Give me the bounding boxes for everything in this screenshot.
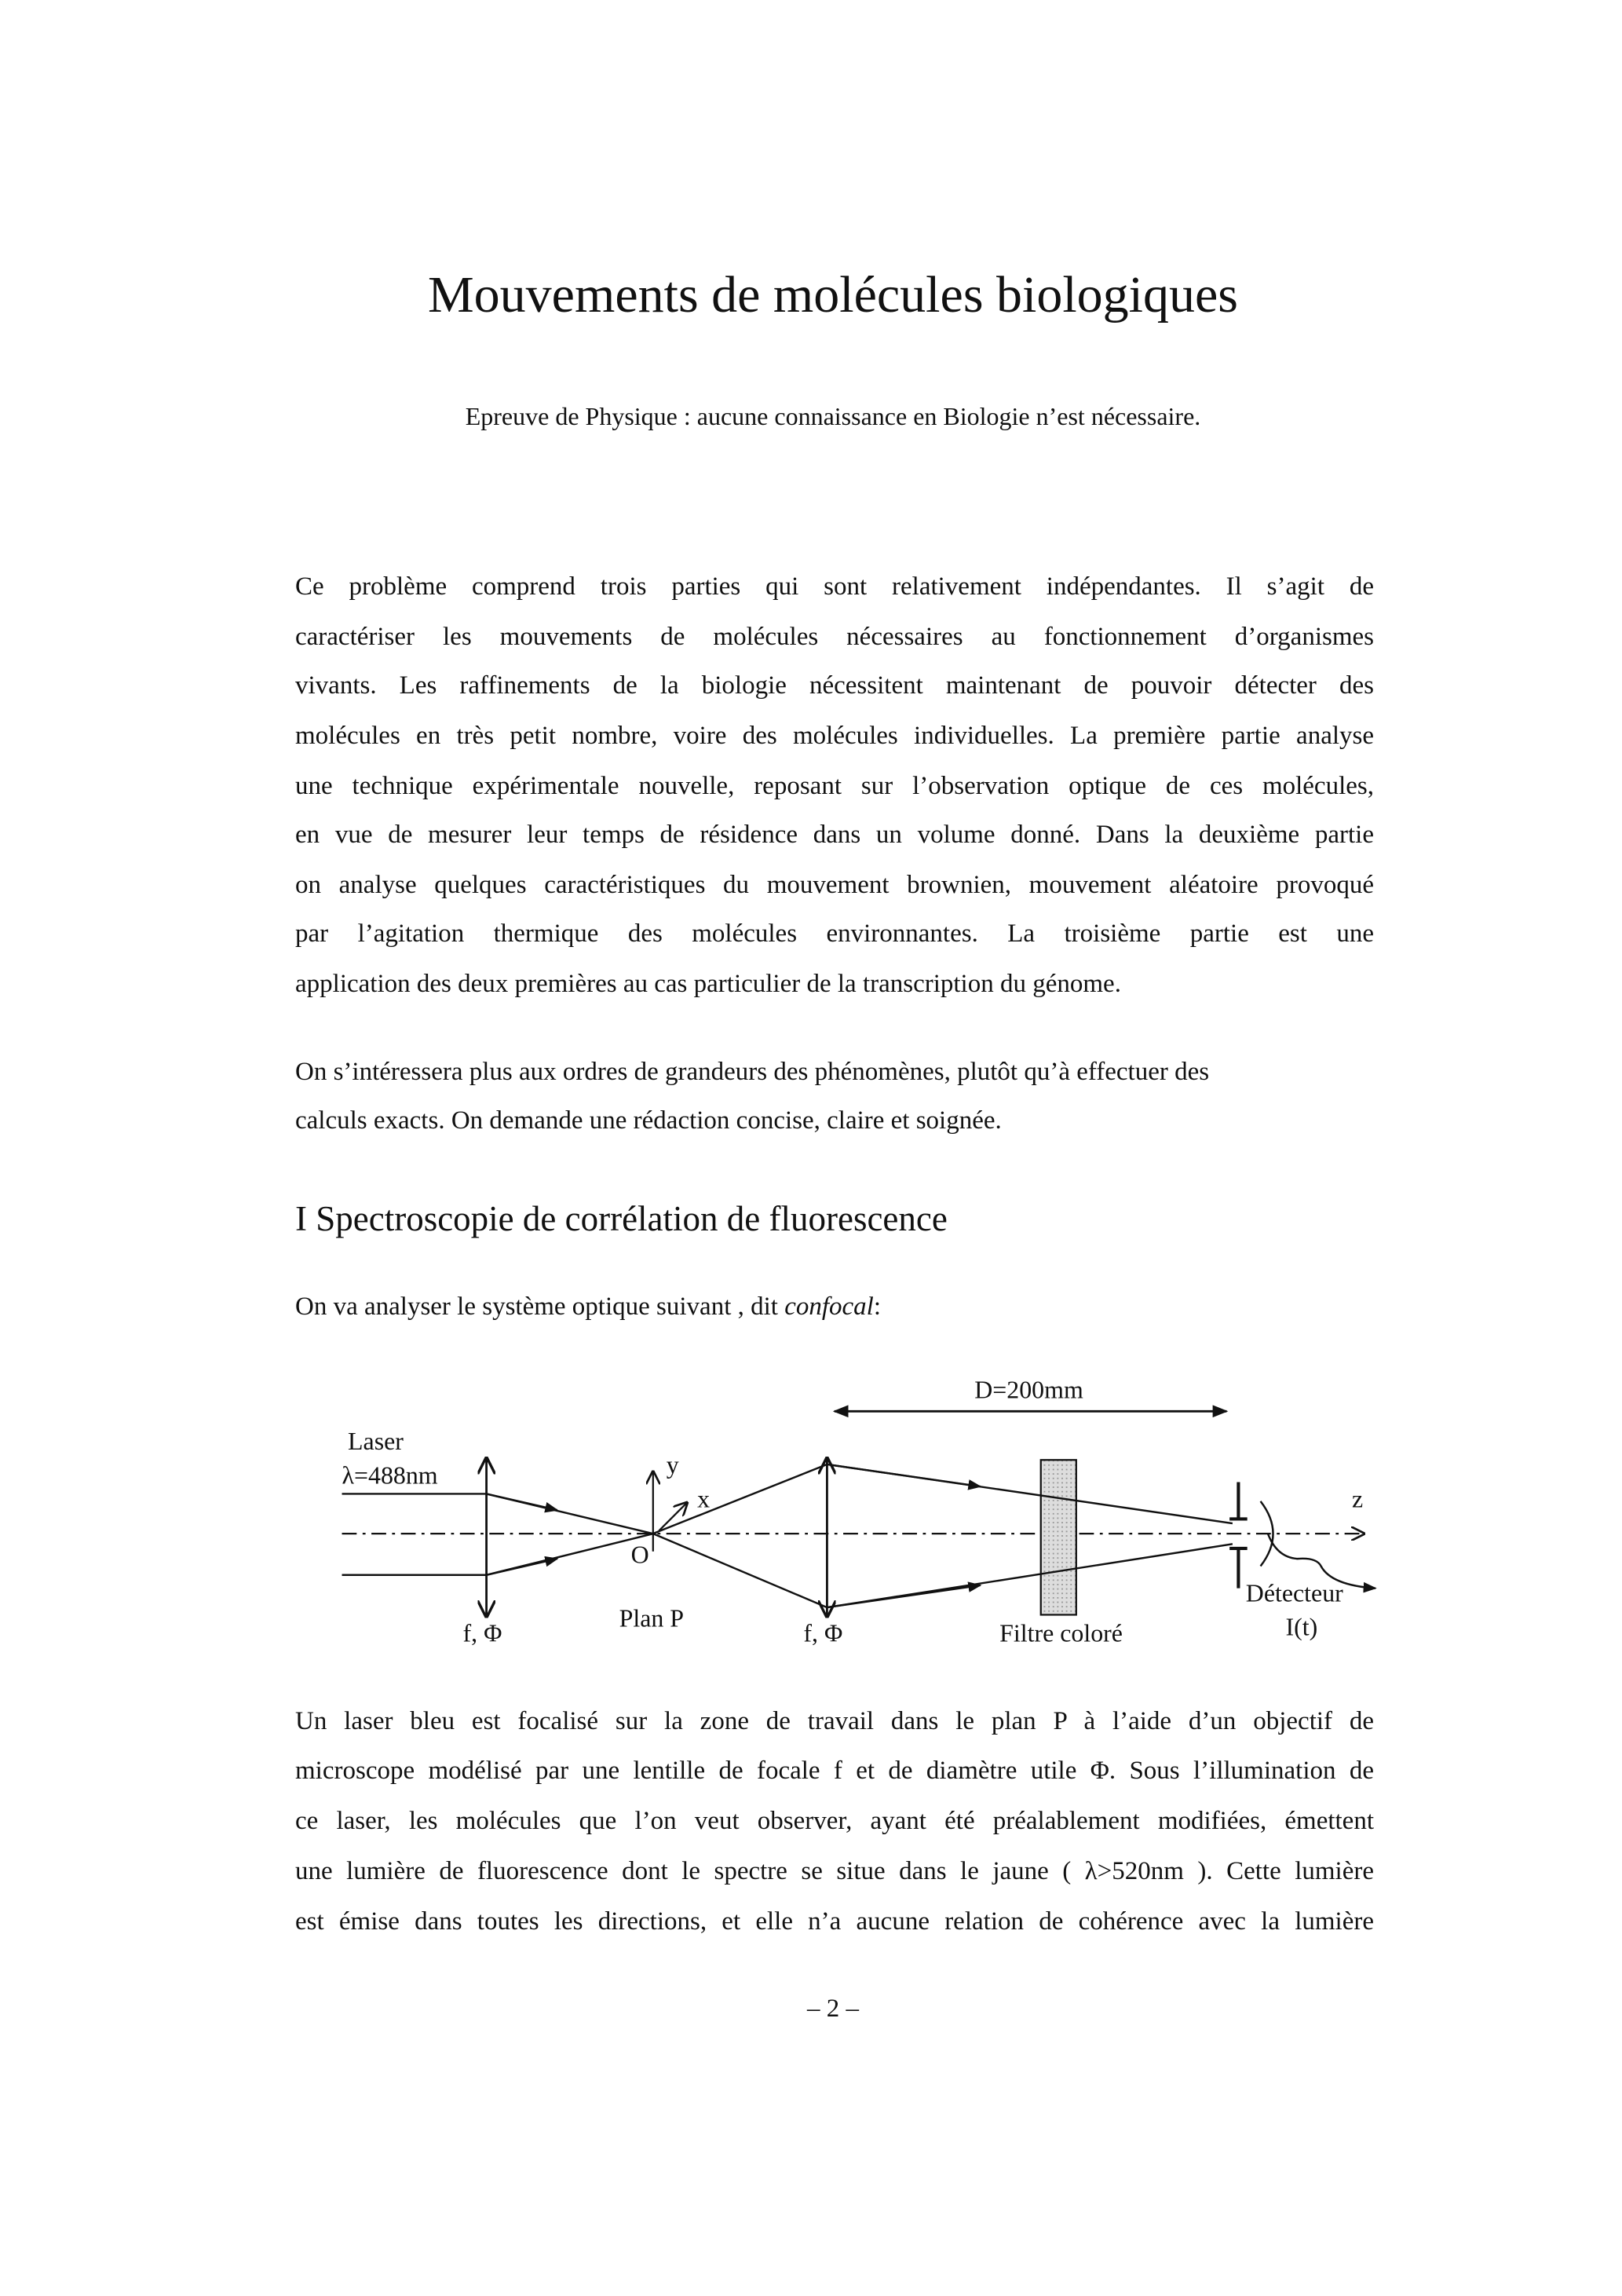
wavelength-label: λ=488nm bbox=[342, 1461, 438, 1490]
text-line: est émise dans toutes les directions, et elle n’a aucune relation de cohérence avec la lumière bbox=[295, 1907, 1374, 1936]
laser-label: Laser bbox=[348, 1428, 404, 1456]
lens-1-label: f, Φ bbox=[462, 1619, 502, 1647]
lens-2-label: f, Φ bbox=[803, 1619, 843, 1647]
text-line: microscope modélisé par une lentille de focale f et de diamètre utile Φ. Sous l’illumination de bbox=[295, 1757, 1374, 1785]
text-line: Un laser bleu est focalisé sur la zone de travail dans le plan P à l’aide d’un objectif de bbox=[295, 1707, 1374, 1735]
optical-intro-italic: confocal bbox=[784, 1292, 874, 1321]
origin-label: O bbox=[630, 1541, 649, 1569]
page-number: – 2 – bbox=[807, 1994, 859, 2023]
text-line: molécules en très petit nombre, voire des molécules individuelles. La première partie analyse bbox=[295, 722, 1374, 750]
text-line: une technique expérimentale nouvelle, reposant sur l’observation optique de ces molécules, bbox=[295, 772, 1374, 800]
filter-label: Filtre coloré bbox=[999, 1619, 1123, 1647]
text-line: caractériser les mouvements de molécules nécessaires au fonctionnement d’organismes bbox=[295, 623, 1374, 651]
document-title: Mouvements de molécules biologiques bbox=[428, 266, 1238, 324]
y-axis-label: y bbox=[666, 1451, 679, 1479]
signal-label: I(t) bbox=[1285, 1613, 1318, 1641]
text-line: vivants. Les raffinements de la biologie nécessitent maintenant de pouvoir détecter des bbox=[295, 671, 1374, 700]
x-axis-label: x bbox=[697, 1485, 711, 1513]
document-subtitle: Epreuve de Physique : aucune connaissance en Biologie n’est nécessaire. bbox=[465, 402, 1201, 430]
confocal-diagram bbox=[324, 1364, 1401, 1659]
text-line: ce laser, les molécules que l’on veut observer, ayant été préalablement modifiées, émettent bbox=[295, 1807, 1374, 1835]
optical-intro-text: On va analyser le système optique suivant , dit bbox=[295, 1292, 785, 1321]
text-line: calculs exacts. On demande une rédaction concise, claire et soignée. bbox=[295, 1106, 1002, 1135]
pinhole bbox=[1229, 1482, 1248, 1588]
text-line: une lumière de fluorescence dont le spectre se situe dans le jaune ( λ>520nm ). Cette lumière bbox=[295, 1857, 1374, 1885]
text-line: on analyse quelques caractéristiques du mouvement brownien, mouvement aléatoire provoqué bbox=[295, 871, 1374, 899]
text-line: On s’intéressera plus aux ordres de grandeurs des phénomènes, plutôt qu’à effectuer des bbox=[295, 1058, 1210, 1086]
text-line: application des deux premières au cas particulier de la transcription du génome. bbox=[295, 970, 1121, 998]
light-rays bbox=[342, 1464, 1233, 1607]
text-line: en vue de mesurer leur temps de résidence dans un volume donné. Dans la deuxième partie bbox=[295, 821, 1374, 849]
text-line: Ce problème comprend trois parties qui sont relativement indépendantes. Il s’agit de bbox=[295, 572, 1374, 601]
color-filter bbox=[1041, 1460, 1076, 1614]
z-axis-label: z bbox=[1352, 1485, 1364, 1513]
section-heading: I Spectroscopie de corrélation de fluorescence bbox=[295, 1199, 948, 1238]
optical-intro bbox=[295, 1289, 1374, 1324]
text-line: par l’agitation thermique des molécules environnantes. La troisième partie est une bbox=[295, 919, 1374, 948]
detector-label: Détecteur bbox=[1245, 1579, 1343, 1607]
optical-intro-end: : bbox=[873, 1292, 882, 1321]
distance-label: D=200mm bbox=[974, 1376, 1083, 1404]
plane-label: Plan P bbox=[619, 1604, 685, 1632]
